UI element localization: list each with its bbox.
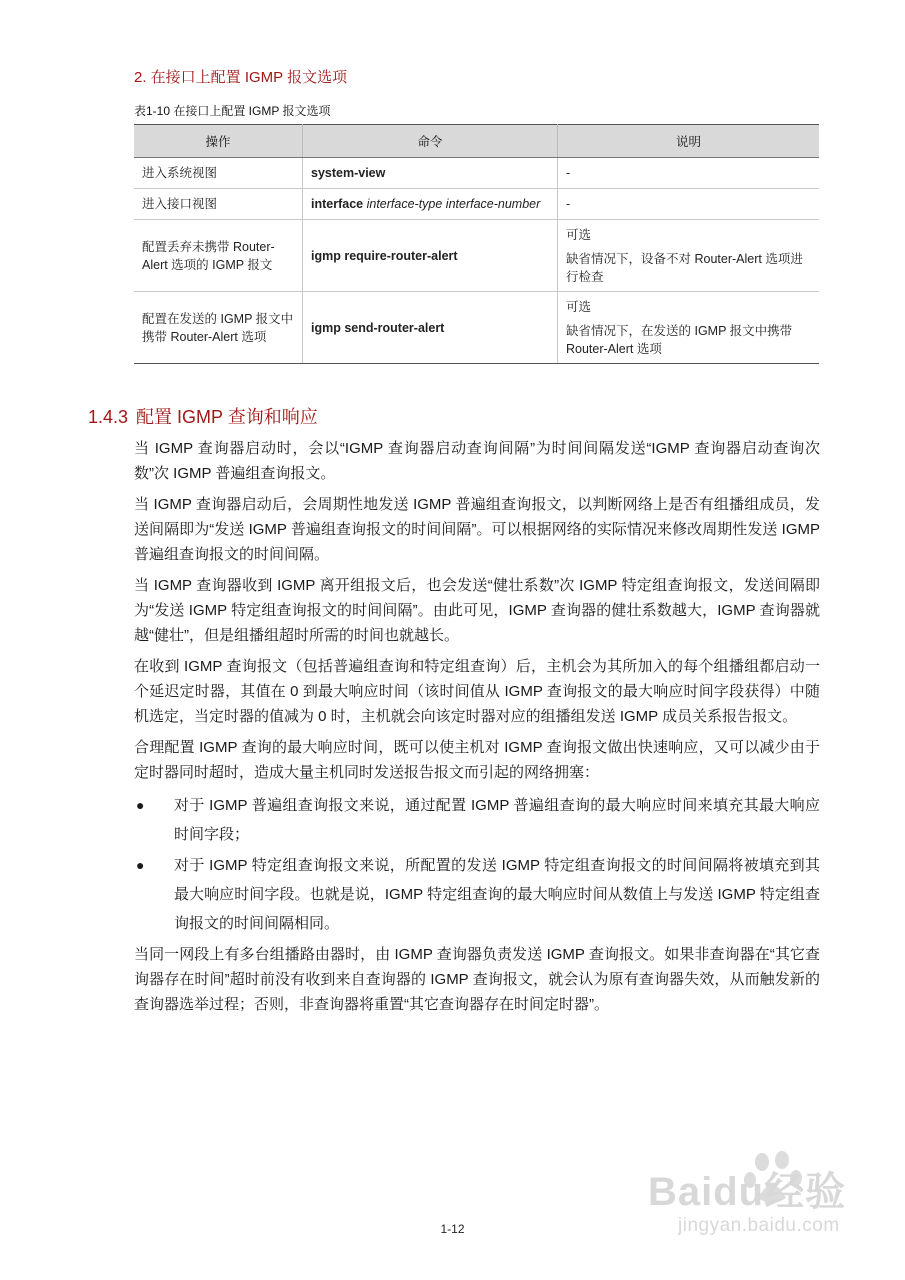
header-command: 命令 bbox=[303, 125, 558, 158]
row-command bbox=[303, 292, 558, 364]
table-row bbox=[134, 292, 819, 364]
command-keyword: system-view bbox=[311, 166, 386, 180]
row-command bbox=[303, 158, 558, 189]
row-operation: 配置丢弃未携带 Router-Alert 选项的 IGMP 报文 bbox=[134, 220, 303, 292]
paragraph: 合理配置 IGMP 查询的最大响应时间，既可以使主机对 IGMP 查询报文做出快速响应，又可以减少由于定时器同时超时，造成大量主机同时发送报告报文而引起的网络拥塞： bbox=[134, 739, 820, 781]
list-item-text: 对于 IGMP 特定组查询报文来说，所配置的发送 IGMP 特定组查询报文的时间间隔将被填充到其最大响应时间字段。也就是说，IGMP 特定组查询的最大响应时间从数值上与发送 IGMP 特定组查询报文的时间间隔相同。 bbox=[174, 857, 820, 932]
table-header-row bbox=[134, 125, 819, 158]
row-command bbox=[303, 220, 558, 292]
bullet-list bbox=[134, 791, 820, 938]
subsection-title: 2. 在接口上配置 IGMP 报文选项 bbox=[134, 69, 348, 86]
bullet-icon: ● bbox=[136, 857, 145, 873]
watermark bbox=[640, 1150, 860, 1250]
command-argument: interface-type interface-number bbox=[366, 197, 541, 211]
paragraph: 当 IGMP 查询器收到 IGMP 离开组报文后，也会发送“健壮系数”次 IGMP 特定组查询报文，发送间隔即为“发送 IGMP 特定组查询报文的时间间隔”。由此可见，IGMP 查询器的健壮系数越大，IGMP 查询器就越“健壮”，但是组播组超时所需的时间也就越长。 bbox=[134, 577, 820, 644]
config-table bbox=[134, 124, 819, 364]
header-description: 说明 bbox=[558, 125, 820, 158]
list-item bbox=[134, 851, 820, 938]
header-operation: 操作 bbox=[134, 125, 303, 158]
list-item-text: 对于 IGMP 普遍组查询报文来说，通过配置 IGMP 普遍组查询的最大响应时间来填充其最大响应时间字段； bbox=[174, 797, 820, 843]
row-operation: 进入接口视图 bbox=[134, 189, 303, 220]
command-keyword: interface bbox=[311, 197, 364, 211]
table-caption: 表1-10 在接口上配置 IGMP 报文选项 bbox=[134, 104, 331, 118]
watermark-url: jingyan.baidu.com bbox=[678, 1215, 840, 1236]
paragraph: 在收到 IGMP 查询报文（包括普遍组查询和特定组查询）后，主机会为其所加入的每个组播组都启动一个延迟定时器，其值在 0 到最大响应时间（该时间值从 IGMP 查询报文的最大响应时间字段获得）中随机选定，当定时器的值减为 0 时，主机就会向该定时器对应的组播组发送 IGMP 成员关系报告报文。 bbox=[134, 658, 820, 725]
table-row bbox=[134, 158, 819, 189]
row-description bbox=[558, 220, 820, 292]
section-title: 配置 IGMP 查询和响应 bbox=[136, 407, 318, 427]
row-operation: 进入系统视图 bbox=[134, 158, 303, 189]
row-description bbox=[558, 292, 820, 364]
description-optional: 可选 bbox=[566, 227, 592, 242]
command-keyword: igmp require-router-alert bbox=[311, 248, 458, 263]
table-row bbox=[134, 189, 819, 220]
row-description: - bbox=[558, 158, 820, 189]
watermark-logo: Baidu经验 bbox=[648, 1170, 847, 1214]
table-row bbox=[134, 220, 819, 292]
row-command bbox=[303, 189, 558, 220]
command-keyword: igmp send-router-alert bbox=[311, 320, 445, 335]
list-item bbox=[134, 791, 820, 849]
page-number: 1-12 bbox=[440, 1222, 465, 1236]
paragraph: 当同一网段上有多台组播路由器时，由 IGMP 查询器负责发送 IGMP 查询报文。如果非查询器在“其它查询器存在时间”超时前没有收到来自查询器的 IGMP 查询报文，就会认为原有查询器失效，从而触发新的查询器选举过程；否则，非查询器将重置“其它查询器存在时间定时器”。 bbox=[134, 946, 820, 1013]
paragraph: 当 IGMP 查询器启动后，会周期性地发送 IGMP 普遍组查询报文，以判断网络上是否有组播组成员，发送间隔即为“发送 IGMP 普遍组查询报文的时间间隔”。可以根据网络的实际情况来修改周期性发送 IGMP 普遍组查询报文的时间间隔。 bbox=[134, 496, 820, 563]
section-heading bbox=[88, 403, 318, 429]
section-body bbox=[134, 436, 820, 1023]
bullet-icon: ● bbox=[136, 797, 145, 813]
section-number: 1.4.3 bbox=[88, 407, 129, 427]
paragraph: 当 IGMP 查询器启动时，会以“IGMP 查询器启动查询间隔”为时间间隔发送“IGMP 查询器启动查询次数”次 IGMP 普遍组查询报文。 bbox=[134, 440, 820, 482]
description-optional: 可选 bbox=[566, 299, 592, 314]
row-operation: 配置在发送的 IGMP 报文中携带 Router-Alert 选项 bbox=[134, 292, 303, 364]
row-description: - bbox=[558, 189, 820, 220]
description-default: 缺省情况下，设备不对 Router-Alert 选项进行检查 bbox=[566, 251, 803, 284]
description-default: 缺省情况下，在发送的 IGMP 报文中携带 Router-Alert 选项 bbox=[566, 323, 793, 356]
